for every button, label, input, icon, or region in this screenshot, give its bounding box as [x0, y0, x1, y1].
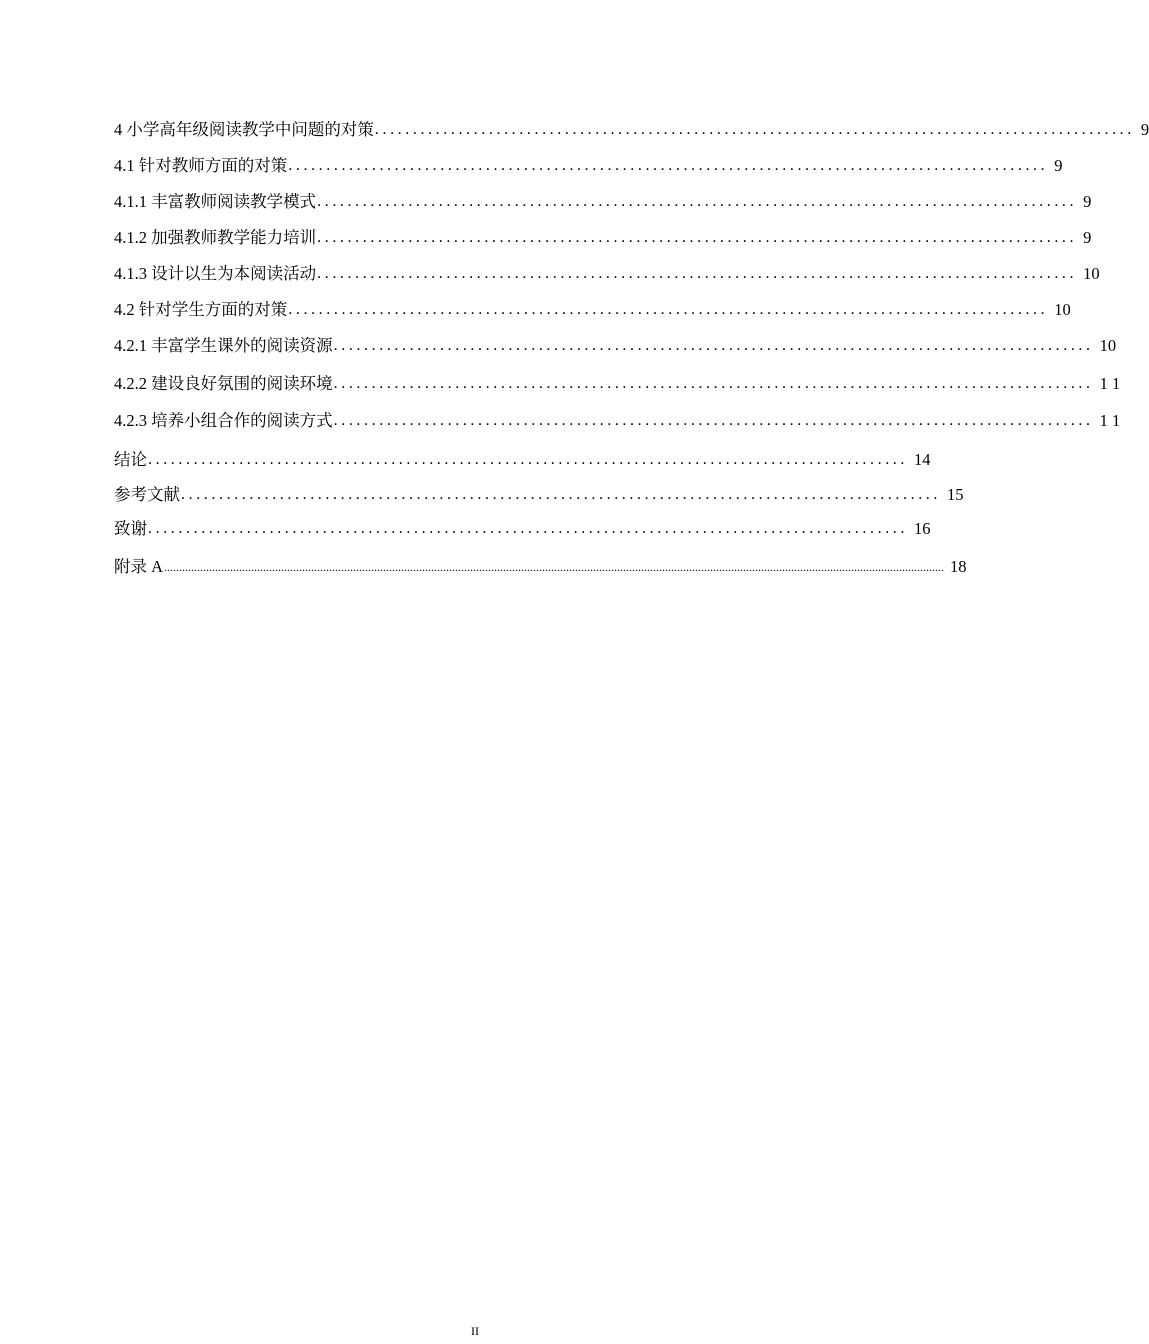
- toc-entry[interactable]: [114, 409, 1121, 433]
- toc-entry-title: 4.2.2 建设良好氛围的阅读环境: [114, 374, 333, 393]
- toc-entry[interactable]: [114, 154, 1063, 178]
- dot-leader: ....................................................................................................: [333, 337, 1094, 354]
- dot-leader: ....................................................................................................: [288, 301, 1049, 318]
- toc-entry-title: 4.1 针对教师方面的对策: [114, 156, 288, 175]
- toc-entry-page: 9: [1083, 228, 1092, 247]
- toc-entry[interactable]: [114, 262, 1100, 286]
- toc-entry-title: 4.2.1 丰富学生课外的阅读资源: [114, 336, 333, 355]
- toc-entry-page: 10: [1083, 264, 1100, 283]
- toc-entry[interactable]: [114, 298, 1071, 322]
- toc-entry-page: 14: [914, 450, 931, 469]
- toc-entry-title: 4.1.1 丰富教师阅读教学模式: [114, 192, 317, 211]
- toc-entry-title: 结论: [114, 450, 147, 469]
- toc-entry[interactable]: [114, 517, 931, 541]
- toc-entry[interactable]: [114, 555, 967, 579]
- dot-leader: ....................................................................................................: [148, 520, 908, 537]
- dot-leader: ....................................................................................................: [333, 412, 1094, 429]
- toc-entry-page: 10: [1054, 300, 1071, 319]
- dot-leader: ....................................................................................................: [181, 486, 941, 503]
- dot-leader: ....................................................................................................: [317, 193, 1078, 210]
- dot-leader: ....................................................................................................: [288, 157, 1049, 174]
- toc-entry-page: 15: [947, 485, 964, 504]
- toc-entry[interactable]: [114, 448, 931, 472]
- toc-entry[interactable]: [114, 334, 1117, 358]
- toc-entry[interactable]: [114, 190, 1092, 214]
- dot-leader: ....................................................................................................................................................................................................................................................................: [164, 560, 945, 574]
- toc-entry-page: 9: [1140, 120, 1149, 139]
- toc-entry-title: 4.1.2 加强教师教学能力培训: [114, 228, 317, 247]
- toc-entry-title: 4.2 针对学生方面的对策: [114, 300, 288, 319]
- toc-entry-page: 10: [1099, 336, 1117, 355]
- toc-entry-page: 1 1: [1099, 411, 1121, 430]
- dot-leader: ....................................................................................................: [148, 451, 908, 468]
- toc-entry-title: 4 小学高年级阅读教学中问题的对策: [114, 120, 374, 139]
- toc-entry-title: 4.2.3 培养小组合作的阅读方式: [114, 411, 333, 430]
- toc-entry-title: 参考文献: [114, 485, 180, 504]
- toc-entry-page: 1 1: [1099, 374, 1121, 393]
- toc-entry-title: 附录 A: [114, 557, 164, 576]
- toc-entry-page: 16: [914, 519, 931, 538]
- page-number: II: [471, 1324, 479, 1338]
- toc-entry[interactable]: [114, 372, 1121, 396]
- toc-entry[interactable]: [114, 118, 1149, 142]
- toc-entry-page: 9: [1054, 156, 1063, 175]
- dot-leader: ....................................................................................................: [317, 229, 1078, 246]
- dot-leader: ....................................................................................................: [374, 121, 1135, 138]
- toc-entry-title: 4.1.3 设计以生为本阅读活动: [114, 264, 317, 283]
- dot-leader: ....................................................................................................: [333, 375, 1094, 392]
- toc-entry-title: 致谢: [114, 519, 147, 538]
- toc-entry-page: 18: [950, 557, 967, 576]
- toc-entry-page: 9: [1083, 192, 1092, 211]
- dot-leader: ....................................................................................................: [317, 265, 1078, 282]
- toc-entry[interactable]: [114, 226, 1092, 250]
- toc-entry[interactable]: [114, 483, 964, 507]
